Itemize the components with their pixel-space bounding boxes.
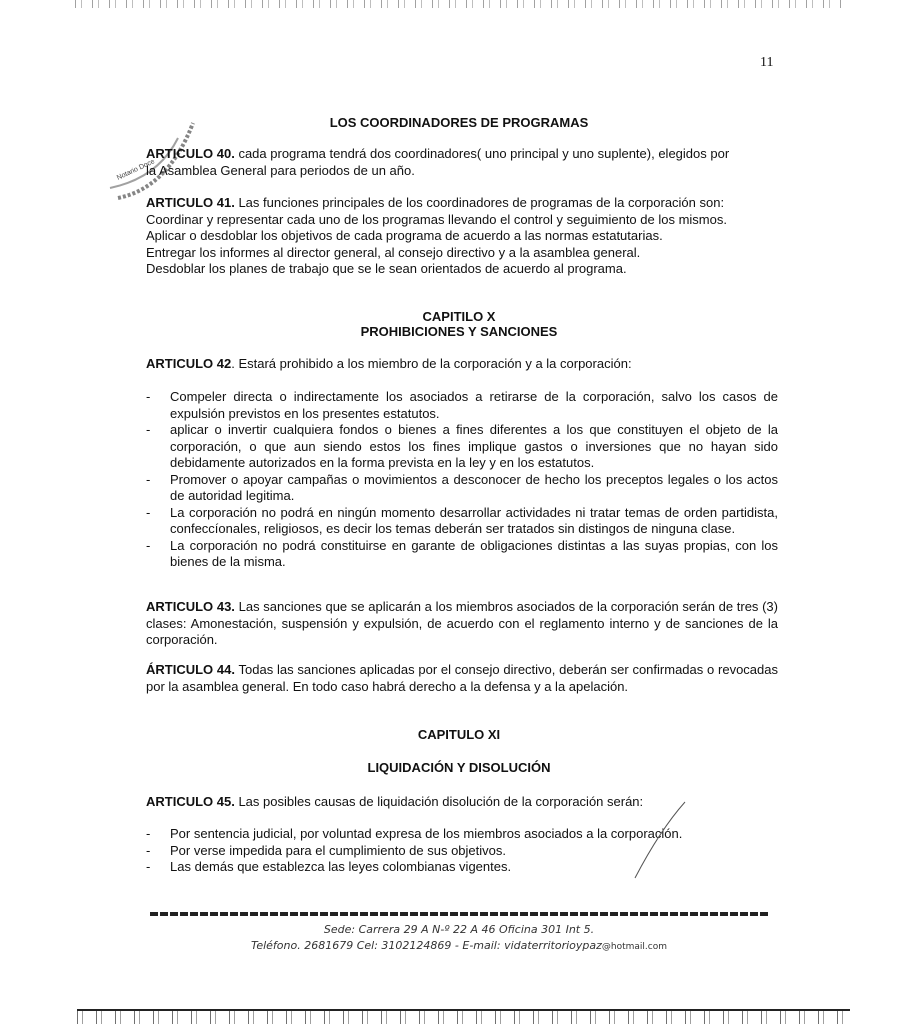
list-marker: - xyxy=(146,859,151,874)
article-40 xyxy=(146,146,778,179)
article-41-line: Desdoblar los planes de trabajo que se le sean orientados de acuerdo al programa. xyxy=(146,261,627,276)
page-number: 11 xyxy=(760,55,774,70)
article-41-line: Entregar los informes al director general, al consejo directivo y a la asamblea general. xyxy=(146,244,641,260)
footer-contact xyxy=(0,939,918,952)
article-41-text: Las funciones principales de los coordinadores de programas de la corporación son: xyxy=(234,195,725,210)
article-41-label: ARTICULO 41. xyxy=(146,195,235,210)
scan-artifact-bottom xyxy=(77,1011,850,1024)
list-item xyxy=(146,389,778,422)
chapter-11-subtitle: LIQUIDACIÓN Y DISOLUCIÓN xyxy=(367,760,551,775)
list-item-text: aplicar o invertir cualquiera fondos o bienes a fines diferentes a los que constituyen el objeto de la corporación, o que aun siendo estos los fines implique gastos o inversiones que no hayan sido debidamente autorizados en la forma prevista en la ley y en los estatutos. xyxy=(170,422,778,470)
footer-divider xyxy=(150,912,770,916)
article-43-label: ARTICULO 43. xyxy=(146,599,235,614)
list-item-text: La corporación no podrá constituirse en garante de obligaciones distintas a las suyas propias, con los bienes de la misma. xyxy=(170,537,778,569)
article-42-list xyxy=(146,389,778,571)
list-item-text: Por verse impedida para el cumplimiento de sus objetivos. xyxy=(170,842,507,858)
article-44-label: ÁRTICULO 44. xyxy=(146,662,235,677)
list-marker: - xyxy=(146,537,151,553)
list-item-text: Por sentencia judicial, por voluntad expresa de los miembros asociados a la corporación. xyxy=(170,826,683,841)
article-44-text: Todas las sanciones aplicadas por el consejo directivo, deberán ser confirmadas o revocadas por la asamblea general. En todo caso habrá derecho a la defensa y a la apelación. xyxy=(146,662,778,694)
article-43 xyxy=(146,599,778,649)
article-41-line: Aplicar o desdoblar los objetivos de cada programa de acuerdo a las normas estatutarias. xyxy=(146,228,663,243)
article-41 xyxy=(146,195,778,278)
list-item-text: La corporación no podrá en ningún momento desarrollar actividades ni tratar temas de orden partidista, confeccíonales, religiosos, es decir los temas deberán ser tratados sin distingos de ninguna clase. xyxy=(170,504,778,536)
article-44 xyxy=(146,662,778,695)
footer-address: Sede: Carrera 29 A N-º 22 A 46 Oficina 301 Int 5. xyxy=(323,923,595,936)
article-45-text: Las posibles causas de liquidación disolución de la corporación serán: xyxy=(234,794,644,809)
list-marker: - xyxy=(146,504,151,520)
chapter-10-title: CAPITILO X xyxy=(422,309,496,324)
article-40-label: ARTICULO 40. xyxy=(146,146,235,161)
list-marker: - xyxy=(146,389,151,404)
list-item-text: Compeler directa o indirectamente los asociados a retirarse de la corporación, salvo los casos de expulsión previstos en los presentes estatutos. xyxy=(170,389,778,421)
article-40-text-2: la Asamblea General para periodos de un año. xyxy=(146,162,415,178)
article-40-text-1: cada programa tendrá dos coordinadores( uno principal y uno suplente), elegidos por xyxy=(234,146,730,161)
list-marker: - xyxy=(146,471,151,487)
list-item-text: Las demás que establezca las leyes colombianas vigentes. xyxy=(170,859,512,874)
list-item xyxy=(146,422,778,472)
footer-email-domain: @hotmail.com xyxy=(601,942,668,952)
list-marker: - xyxy=(146,826,151,841)
list-item xyxy=(146,472,778,505)
article-42-label: ARTICULO 42 xyxy=(146,356,232,371)
article-42-text: . Estará prohibido a los miembro de la corporación y a la corporación: xyxy=(231,356,632,371)
list-marker: - xyxy=(146,422,151,437)
svg-text:Notario Doce: Notario Doce xyxy=(115,158,156,182)
scan-artifact-top xyxy=(75,0,845,8)
article-41-line: Coordinar y representar cada uno de los programas llevando el control y seguimiento de los mismos. xyxy=(146,211,727,227)
list-item-text: Promover o apoyar campañas o movimientos a desconocer de hecho los preceptos legales o los actos de autoridad legitima. xyxy=(170,471,778,503)
article-45-label: ARTICULO 45. xyxy=(146,794,235,809)
list-item xyxy=(146,505,778,538)
footer-contact-text: Teléfono. 2681679 Cel: 3102124869 - E-mail: vidaterritorioypaz xyxy=(250,939,602,952)
signature-stroke xyxy=(630,800,690,880)
article-43-text: Las sanciones que se aplicarán a los miembros asociados de la corporación serán de tres (3) clases: Amonestación, suspensión y expulsión, de acuerdo con el reglamento interno y de sanciones de la corporación. xyxy=(146,599,778,647)
article-42 xyxy=(146,356,778,373)
section-title: LOS COORDINADORES DE PROGRAMAS xyxy=(329,115,589,130)
list-item xyxy=(146,538,778,571)
list-marker: - xyxy=(146,842,151,858)
chapter-11-title: CAPITULO XI xyxy=(417,727,501,742)
chapter-10-subtitle: PROHIBICIONES Y SANCIONES xyxy=(360,324,558,339)
